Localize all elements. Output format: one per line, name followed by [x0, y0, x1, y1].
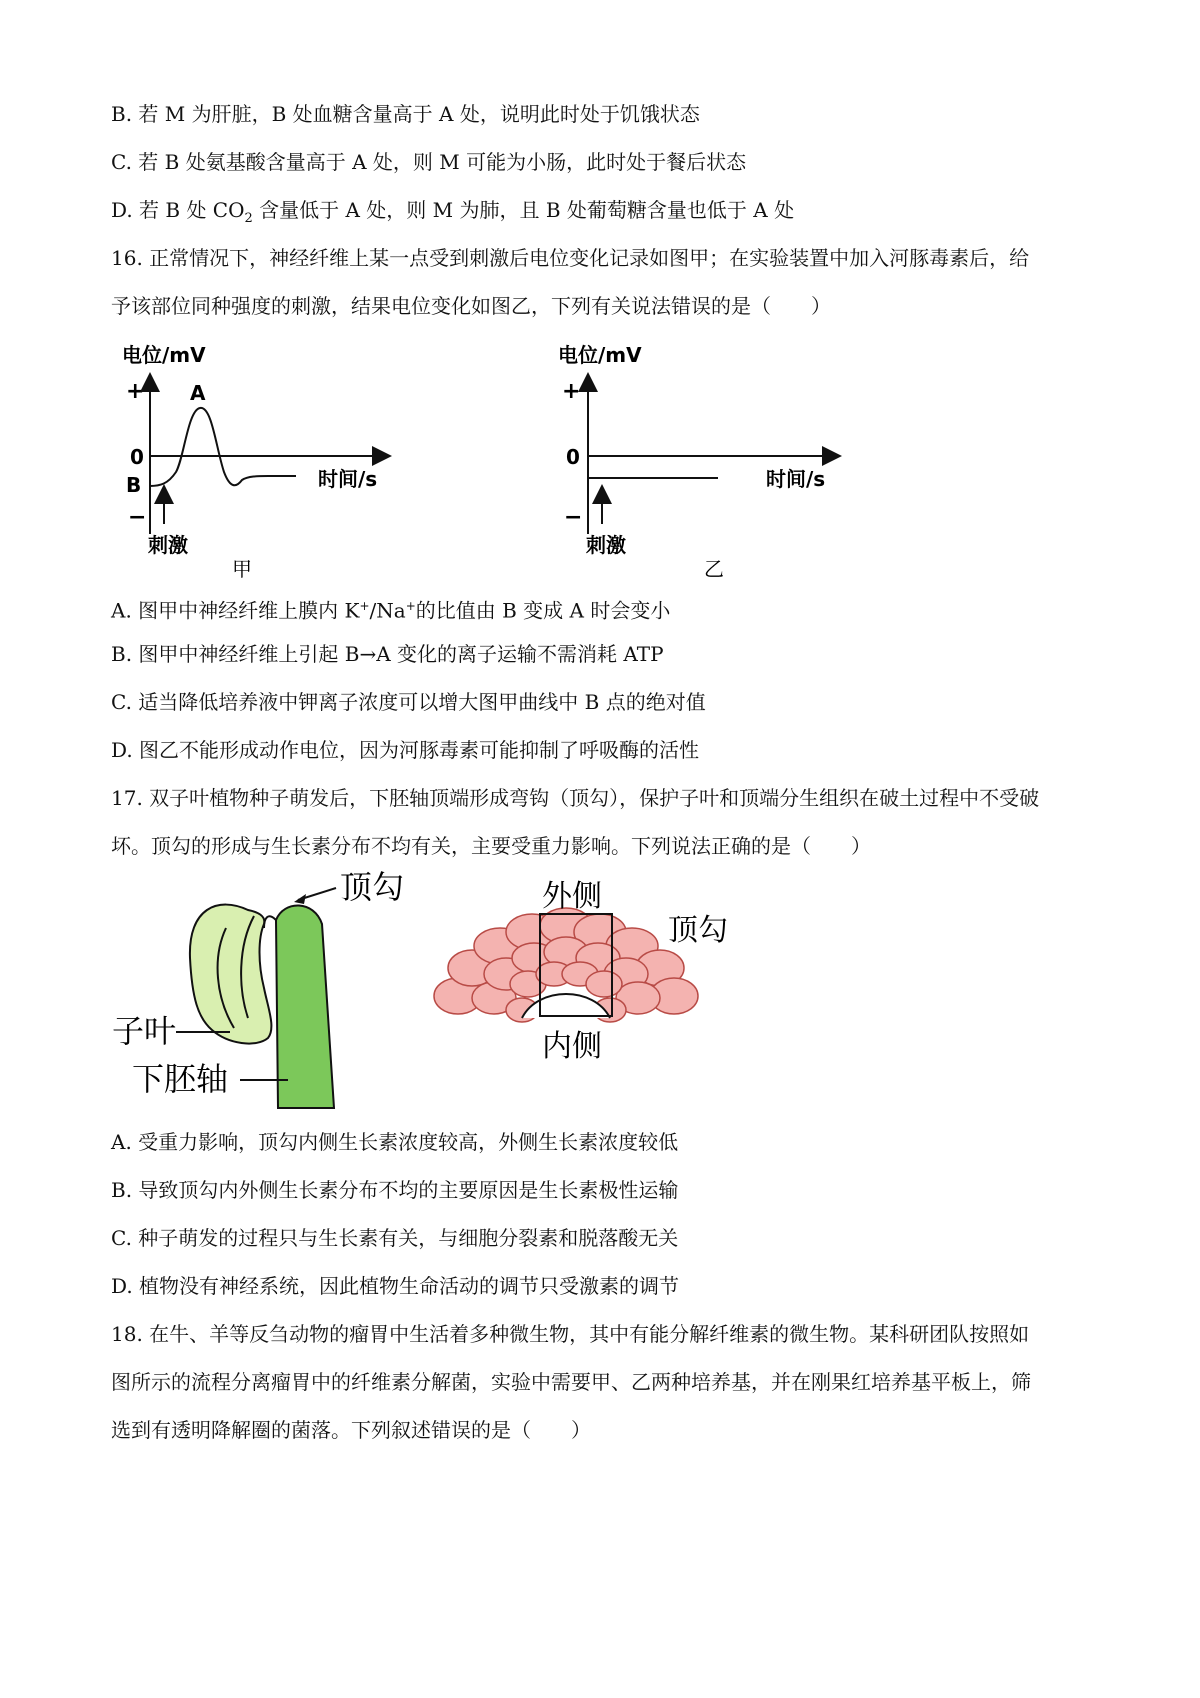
outer-side-label: 外侧 — [542, 879, 602, 914]
q15-option-d-text-1: D. 若 B 处 CO — [111, 198, 245, 222]
q16-figure-jia — [108, 338, 438, 578]
q16-figure-yi — [546, 338, 876, 578]
q16-option-a-text-2: /Na — [369, 598, 406, 623]
yi-stimulus-label: 刺激 — [586, 533, 626, 557]
q17-stem-line-2: 坏。顶勾的形成与生长素分布不均有关，主要受重力影响。下列说法正确的是（ ） — [111, 834, 871, 858]
q16-stem-line-1: 16. 正常情况下，神经纤维上某一点受到刺激后电位变化记录如图甲；在实验装置中加入河豚毒素后，给 — [111, 246, 1030, 270]
q16-option-a-text-3: 的比值由 B 变成 A 时会变小 — [415, 598, 671, 623]
jia-caption: 甲 — [232, 557, 252, 578]
jia-point-a-label: A — [190, 381, 206, 405]
q17-option-b: B. 导致顶勾内外侧生长素分布不均的主要原因是生长素极性运输 — [111, 1178, 679, 1202]
q18-stem-line-3: 选到有透明降解圈的菌落。下列叙述错误的是（ ） — [111, 1418, 591, 1442]
yi-caption: 乙 — [704, 557, 724, 578]
jia-minus-sign: − — [128, 505, 147, 530]
q16-option-a-sup-1: + — [359, 599, 370, 613]
q15-option-c: C. 若 B 处氨基酸含量高于 A 处，则 M 可能为小肠，此时处于餐后状态 — [111, 150, 747, 174]
hypocotyl-shape — [276, 905, 334, 1108]
jia-point-b-label: B — [126, 473, 142, 497]
q18-stem-line-2: 图所示的流程分离瘤胃中的纤维素分解菌，实验中需要甲、乙两种培养基，并在刚果红培养基平板上，筛 — [111, 1370, 1031, 1394]
yi-x-axis-label: 时间/s — [766, 467, 826, 491]
cotyledon-label: 子叶 — [112, 1012, 177, 1050]
q16-option-b: B. 图甲中神经纤维上引起 B→A 变化的离子运输不需消耗 ATP — [111, 642, 664, 666]
q15-option-d-text-2: 含量低于 A 处，则 M 为肺，且 B 处葡萄糖含量也低于 A 处 — [252, 198, 795, 222]
yi-plus-sign: + — [562, 379, 581, 404]
yi-zero-label: 0 — [566, 445, 580, 469]
hook-pointer-arrowhead — [294, 894, 306, 904]
q16-option-d: D. 图乙不能形成动作电位，因为河豚毒素可能抑制了呼吸酶的活性 — [111, 738, 700, 762]
q18-stem-line-1: 18. 在牛、羊等反刍动物的瘤胃中生活着多种微生物，其中有能分解纤维素的微生物。某科研团队按照如 — [111, 1322, 1030, 1346]
q16-option-a-sup-2: + — [405, 599, 416, 613]
q16-stem-line-2: 予该部位同种强度的刺激，结果电位变化如图乙，下列有关说法错误的是（ ） — [111, 294, 831, 318]
q16-option-c: C. 适当降低培养液中钾离子浓度可以增大图甲曲线中 B 点的绝对值 — [111, 690, 706, 714]
cell — [586, 971, 622, 997]
hook-label: 顶勾 — [340, 868, 405, 906]
jia-y-axis-label: 电位/mV — [122, 343, 206, 367]
yi-y-axis-label: 电位/mV — [558, 343, 642, 367]
q16-option-a-text-1: A. 图甲中神经纤维上膜内 K — [111, 598, 360, 623]
jia-zero-label: 0 — [130, 445, 144, 469]
q17-stem-line-1: 17. 双子叶植物种子萌发后，下胚轴顶端形成弯钩（顶勾），保护子叶和顶端分生组织在破土过程中不受破 — [111, 786, 1040, 810]
q16-option-a — [111, 592, 670, 625]
hypocotyl-label: 下胚轴 — [132, 1060, 229, 1098]
q17-option-d: D. 植物没有神经系统，因此植物生命活动的调节只受激素的调节 — [111, 1274, 680, 1298]
q15-option-d — [111, 196, 794, 233]
inner-side-label: 内侧 — [542, 1029, 602, 1064]
yi-minus-sign: − — [564, 505, 583, 530]
hook-section-label: 顶勾 — [668, 913, 728, 948]
q15-option-d-subscript: 2 — [244, 211, 253, 226]
hook-curve — [264, 916, 276, 928]
inner-arc — [522, 994, 610, 1018]
q17-option-c: C. 种子萌发的过程只与生长素有关，与细胞分裂素和脱落酸无关 — [111, 1226, 679, 1250]
q17-figure — [108, 868, 728, 1118]
jia-plus-sign: + — [126, 379, 145, 404]
q17-option-a: A. 受重力影响，顶勾内侧生长素浓度较高，外侧生长素浓度较低 — [111, 1130, 679, 1154]
jia-x-axis-label: 时间/s — [318, 467, 378, 491]
q15-option-b: B. 若 M 为肝脏，B 处血糖含量高于 A 处，说明此时处于饥饿状态 — [111, 102, 700, 126]
jia-potential-curve — [150, 408, 296, 486]
jia-stimulus-label: 刺激 — [148, 533, 188, 557]
